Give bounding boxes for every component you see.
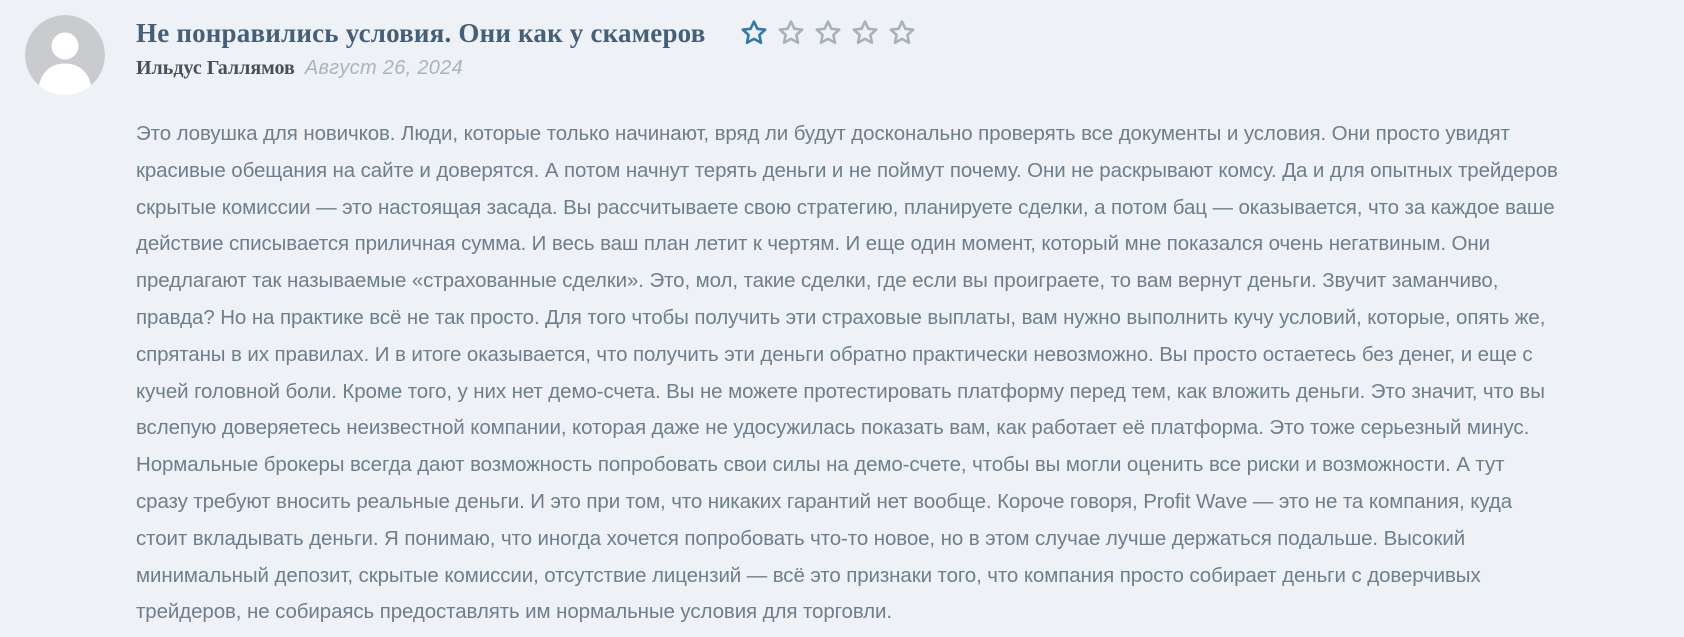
star-empty-icon <box>777 19 805 46</box>
avatar <box>25 15 105 95</box>
star-rating <box>740 19 916 46</box>
review-header <box>25 14 1560 95</box>
review-header-main <box>136 14 916 80</box>
star-empty-icon <box>888 19 916 46</box>
review-title: Не понравились условия. Они как у скамеров <box>136 18 706 48</box>
byline <box>136 57 916 80</box>
star-empty-icon <box>851 19 879 46</box>
review-date: Август 26, 2024 <box>304 57 464 79</box>
star-filled-icon <box>740 19 768 46</box>
person-icon <box>25 15 105 95</box>
author-name: Ильдус Галлямов <box>136 57 295 79</box>
title-row <box>136 16 916 50</box>
review-body <box>136 116 1560 631</box>
star-empty-icon <box>814 19 842 46</box>
review-text: Это ловушка для новичков. Люди, которые только начинают, вряд ли будут досконально проверять все документы и условия. Они просто увидят красивые обещания на сайте и доверятся. А потом начнут терять деньги и не поймут почему. Они не раскрывают комсу. Да и для опытных трейдеров скрытые комиссии — это настоящая засада. Вы рассчитываете свою стратегию, планируете сделки, а потом бац — оказывается, что за каждое ваше действие списывается приличная сумма. И весь ваш план летит к чертям. И еще один момент, который мне показался очень негатвиным. Они предлагают так называемые «страхованные сделки». Это, мол, такие сделки, где если вы проиграете, то вам вернут деньги. Звучит заманчиво, правда? Но на практике всё не так просто. Для того чтобы получить эти страховые выплаты, вам нужно выполнить кучу условий, которые, опять же, спрятаны в их правилах. И в итоге оказывается, что получить эти деньги обратно практически невозможно. Вы просто остаетесь без денег, и еще с кучей головной боли. Кроме того, у них нет демо-счета. Вы не можете протестировать платформу перед тем, как вложить деньги. Это значит, что вы вслепую доверяетесь неизвестной компании, которая даже не удосужилась показать вам, как работает её платформа. Это тоже серьезный минус. Нормальные брокеры всегда дают возможность попробовать свои силы на демо-счете, чтобы вы могли оценить все риски и возможности. А тут сразу требуют вносить реальные деньги. И это при том, что никаких гарантий нет вообще. Короче говоря, Profit Wave — это не та компания, куда стоит вкладывать деньги. Я понимаю, что иногда хочется попробовать что-то новое, но в этом случае лучше держаться подальше. Высокий минимальный депозит, скрытые комиссии, отсутствие лицензий — всё это признаки того, что компания просто собирает деньги с доверчивых трейдеров, не собираясь предоставлять им нормальные условия для торговли. <box>136 122 1558 624</box>
